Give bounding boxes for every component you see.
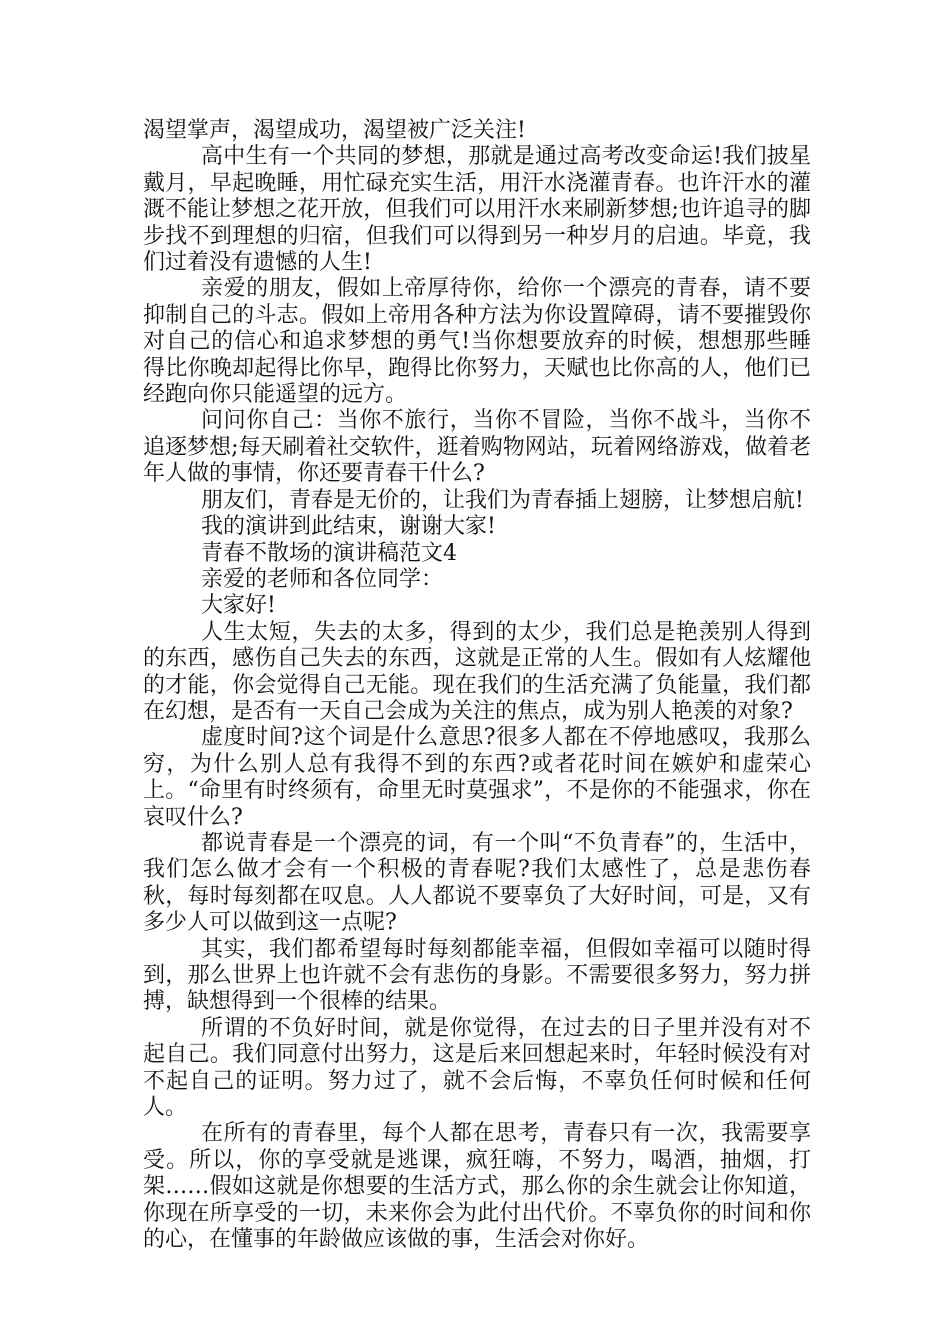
paragraph-14: 所谓的不负好时间，就是你觉得，在过去的日子里并没有对不起自己。我们同意付出努力，这是后来回想起来时，年轻时候没有对不起自己的证明。努力过了，就不会后悔，不辜负任何时候和任何人。 <box>143 1015 811 1121</box>
paragraph-10: 人生太短，失去的太多，得到的太少，我们总是艳羡别人得到的东西，感伤自己失去的东西，这就是正常的人生。假如有人炫耀他的才能，你会觉得自己无能。现在我们的生活充满了负能量，我们都在幻想，是否有一天自己会成为关注的焦点，成为别人艳羡的对象? <box>143 619 811 724</box>
salutation: 亲爱的老师和各位同学： <box>201 566 444 592</box>
paragraph-1: 渴望掌声，渴望成功，渴望被广泛关注! <box>143 118 526 143</box>
greeting: 大家好! <box>201 593 276 619</box>
paragraph-6: 我的演讲到此结束，谢谢大家! <box>201 514 496 540</box>
document-body <box>143 118 811 1253</box>
paragraph-15: 在所有的青春里，每个人都在思考，青春只有一次，我需要享受。所以，你的享受就是逃课，疯狂嗨，不努力，喝酒，抽烟，打架……假如这就是你想要的生活方式，那么你的余生就会让你知道，你现在所享受的一切，未来你会为此付出代价。不辜负你的时间和你的心，在懂事的年龄做应该做的事，生活会对你好。 <box>143 1121 811 1253</box>
paragraph-4: 问问你自己：当你不旅行，当你不冒险，当你不战斗，当你不追逐梦想;每天刷着社交软件，逛着购物网站，玩着网络游戏，做着老年人做的事情，你还要青春干什么? <box>143 408 811 487</box>
section-title: 青春不散场的演讲稿范文4 <box>201 540 457 566</box>
paragraph-5: 朋友们，青春是无价的，让我们为青春插上翅膀，让梦想启航! <box>201 487 804 513</box>
paragraph-13: 其实，我们都希望每时每刻都能幸福，但假如幸福可以随时得到，那么世界上也许就不会有悲伤的身影。不需要很多努力，努力拼搏，缺想得到一个很棒的结果。 <box>143 936 811 1015</box>
paragraph-3: 亲爱的朋友，假如上帝厚待你，给你一个漂亮的青春，请不要抑制自己的斗志。假如上帝用各种方法为你设置障碍，请不要摧毁你对自己的信心和追求梦想的勇气!当你想要放弃的时候，想想那些睡得比你晚却起得比你早，跑得比你努力，天赋也比你高的人，他们已经跑向你只能遥望的远方。 <box>143 276 811 408</box>
paragraph-2: 高中生有一个共同的梦想，那就是通过高考改变命运!我们披星戴月，早起晚睡，用忙碌充实生活，用汗水浇灌青春。也许汗水的灌溉不能让梦想之花开放，但我们可以用汗水来刷新梦想;也许追寻的脚步找不到理想的归宿，但我们可以得到另一种岁月的启迪。毕竟，我们过着没有遗憾的人生! <box>143 144 811 276</box>
paragraph-11: 虚度时间?这个词是什么意思?很多人都在不停地感叹，我那么穷，为什么别人总有我得不到的东西?或者花时间在嫉妒和虚荣心上。“命里有时终须有，命里无时莫强求”，不是你的不能强求，你在哀叹什么? <box>143 725 811 830</box>
paragraph-12: 都说青春是一个漂亮的词，有一个叫“不负青春”的，生活中，我们怎么做才会有一个积极的青春呢?我们太感性了，总是悲伤春秋，每时每刻都在叹息。人人都说不要辜负了大好时间，可是，又有多少人可以做到这一点呢? <box>143 830 811 936</box>
